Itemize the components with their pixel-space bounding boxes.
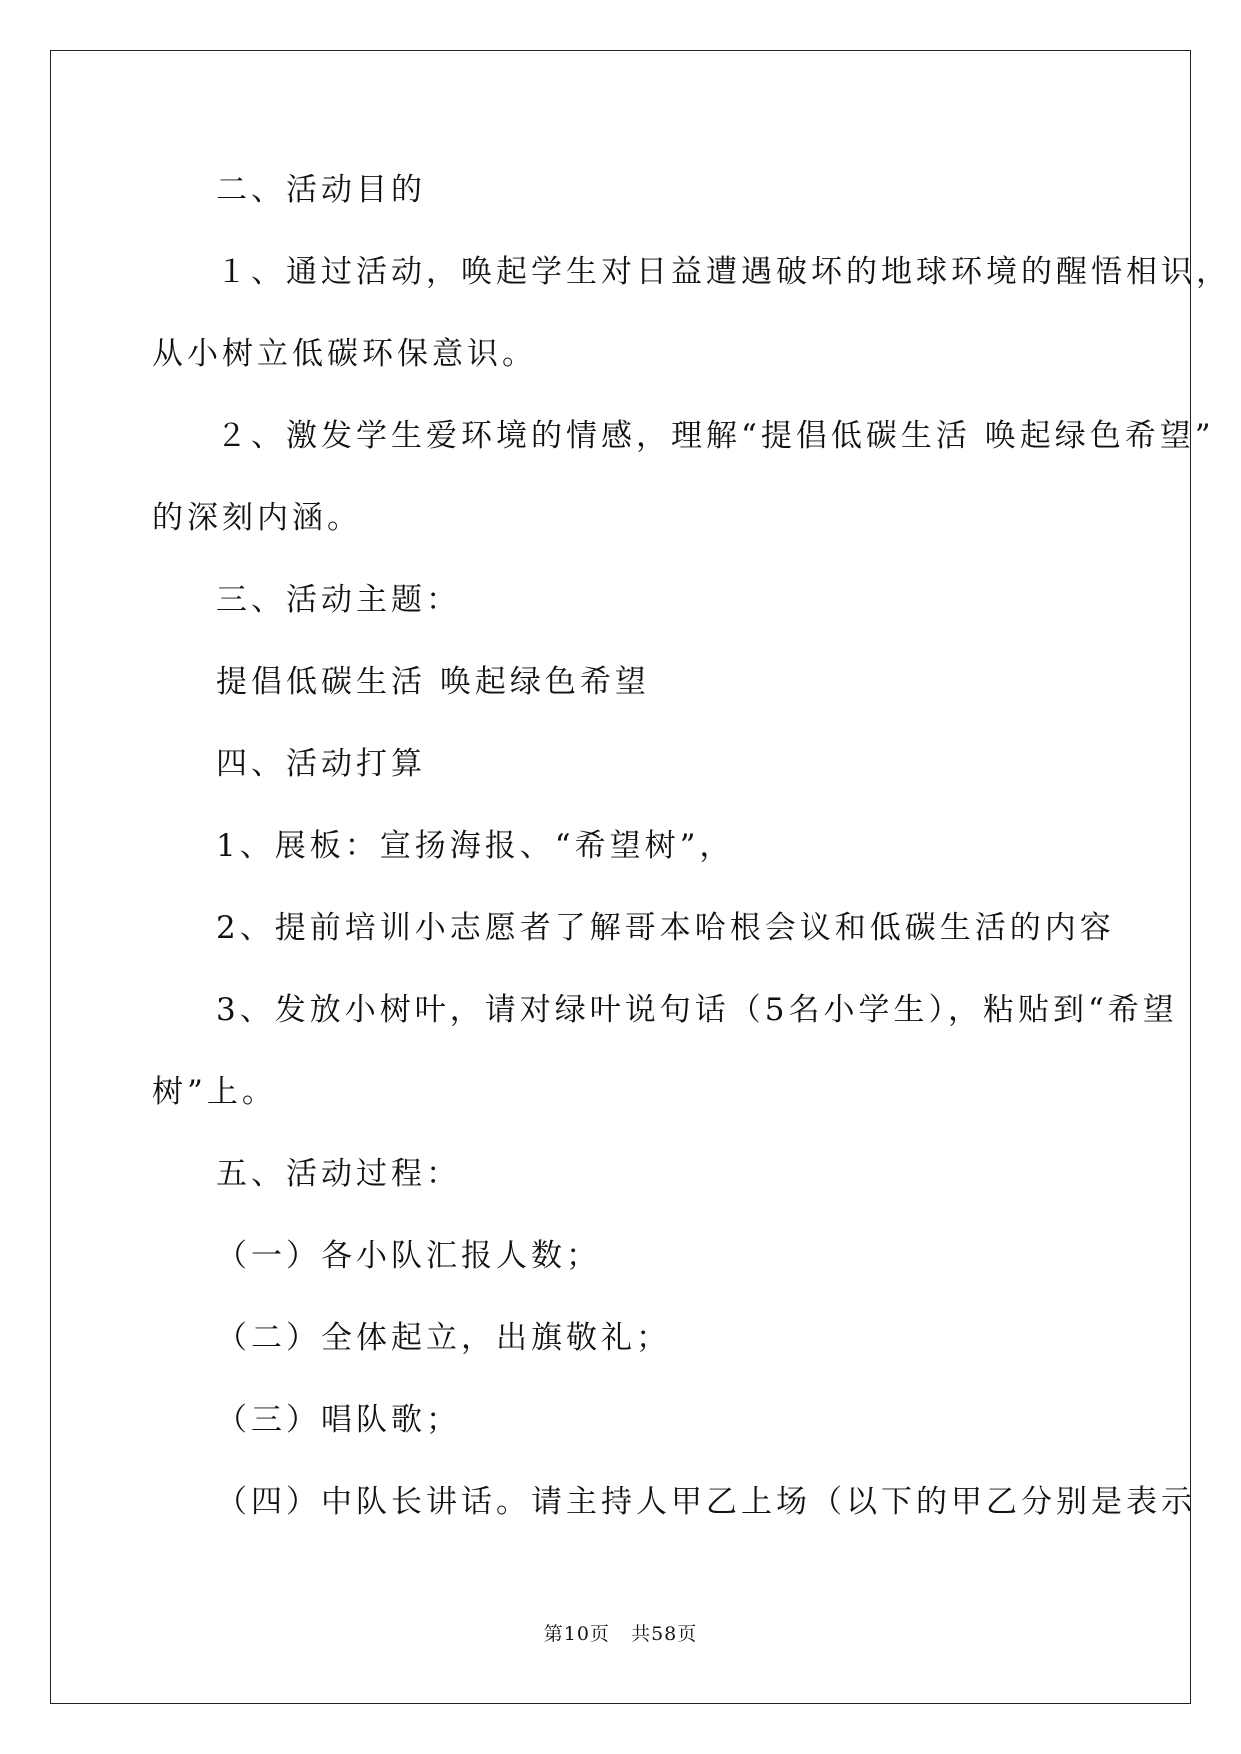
paragraph-line: 1、展板：宣扬海报、“希望树”， xyxy=(216,828,735,864)
paragraph-line: （四）中队长讲话。请主持人甲乙上场（以下的甲乙分别是表示 xyxy=(216,1484,1196,1520)
paragraph-line: 的深刻内涵。 xyxy=(152,500,362,536)
section-heading-process: 五、活动过程： xyxy=(216,1156,461,1192)
page-footer xyxy=(0,1622,1241,1646)
paragraph-line: 3、发放小树叶，请对绿叶说句话（5名小学生），粘贴到“希望 xyxy=(216,992,1178,1028)
paragraph-line: （一）各小队汇报人数； xyxy=(216,1238,601,1274)
section-heading-purpose: 二、活动目的 xyxy=(216,172,426,208)
paragraph-line: （二）全体起立，出旗敬礼； xyxy=(216,1320,671,1356)
paragraph-line: 树”上。 xyxy=(152,1074,277,1110)
page-border xyxy=(50,50,1191,1704)
section-heading-preparation: 四、活动打算 xyxy=(216,746,426,782)
paragraph-line: 2、提前培训小志愿者了解哥本哈根会议和低碳生活的内容 xyxy=(216,910,1115,946)
paragraph-line: 提倡低碳生活 唤起绿色希望 xyxy=(216,664,650,700)
paragraph-line: （三）唱队歌； xyxy=(216,1402,461,1438)
section-heading-theme: 三、活动主题： xyxy=(216,582,461,618)
paragraph-line: ２、激发学生爱环境的情感，理解“提倡低碳生活 唤起绿色希望” xyxy=(216,418,1215,454)
page-total: 共58页 xyxy=(631,1623,698,1645)
page-number: 第10页 xyxy=(543,1623,610,1645)
paragraph-line: 从小树立低碳环保意识。 xyxy=(152,336,537,372)
paragraph-line: １、通过活动，唤起学生对日益遭遇破坏的地球环境的醒悟相识， xyxy=(216,254,1231,290)
